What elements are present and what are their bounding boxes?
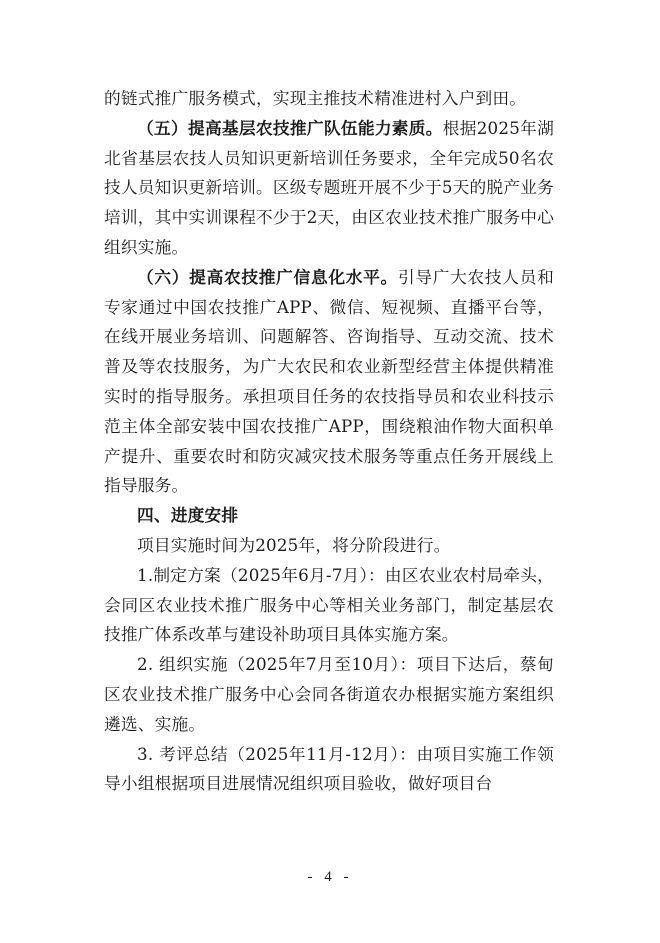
schedule-item-text: 项目下达后，蔡甸区农业技术推广服务中心会同各街道农办根据实施方案组织遴选、实施。 xyxy=(104,654,554,734)
schedule-item-heading: 3. 考评总结（2025年11月-12月）： xyxy=(137,743,417,764)
schedule-item-evaluate xyxy=(104,740,554,800)
page-body xyxy=(104,84,554,799)
section-heading: 四、进度安排 xyxy=(137,505,239,526)
schedule-item-plan xyxy=(104,561,554,650)
paragraph-heading: （六）提高农技推广信息化水平。 xyxy=(137,266,398,287)
schedule-item-heading: 2. 组织实施（2025年7月至10月）： xyxy=(137,654,417,675)
paragraph-text: 的链式推广服务模式，实现主推技术精准进村入户到田。 xyxy=(104,88,527,108)
page-number: - 4 - xyxy=(307,869,353,885)
schedule-item-text: 由项目实施工作领导小组根据项目进展情况组织项目验收，做好项目台 xyxy=(104,743,554,794)
paragraph-heading: （五）提高基层农技推广队伍能力素质。 xyxy=(137,117,443,138)
schedule-item-text: 由区农业农村局牵头，会同区农业技术推广服务中心等相关业务部门，制定基层农技推广体系改革与建设补助项目具体实施方案。 xyxy=(104,564,555,645)
schedule-item-heading: 1.制定方案（2025年6月-7月）： xyxy=(137,564,385,585)
paragraph-team-capacity xyxy=(104,114,554,263)
paragraph-text: 根据2025年湖北省基层农技人员知识更新培训任务要求，全年完成50名农技人员知识更新培训。区级专题班开展不少于5天的脱产业务培训，其中实训课程不少于2天，由区农业技术推广服务中心组织实施。 xyxy=(104,117,554,257)
paragraph-continuation xyxy=(104,84,554,114)
schedule-item-implement xyxy=(104,650,554,739)
paragraph-text: 引导广大农技人员和专家通过中国农技推广APP、微信、短视频、直播平台等，在线开展业务培训、问题解答、咨询指导、互动交流、技术普及等农技服务，为广大农民和农业新型经营主体提供精准实时的指导服务。承担项目任务的农技指导员和农业科技示范主体全部安装中国农技推广APP，围绕粮油作物大面积单产提升、重要农时和防灾减灾技术服务等重点任务开展线上指导服务。 xyxy=(104,266,554,496)
section-intro: 项目实施时间为2025年，将分阶段进行。 xyxy=(137,534,451,555)
paragraph-informatization xyxy=(104,263,554,501)
